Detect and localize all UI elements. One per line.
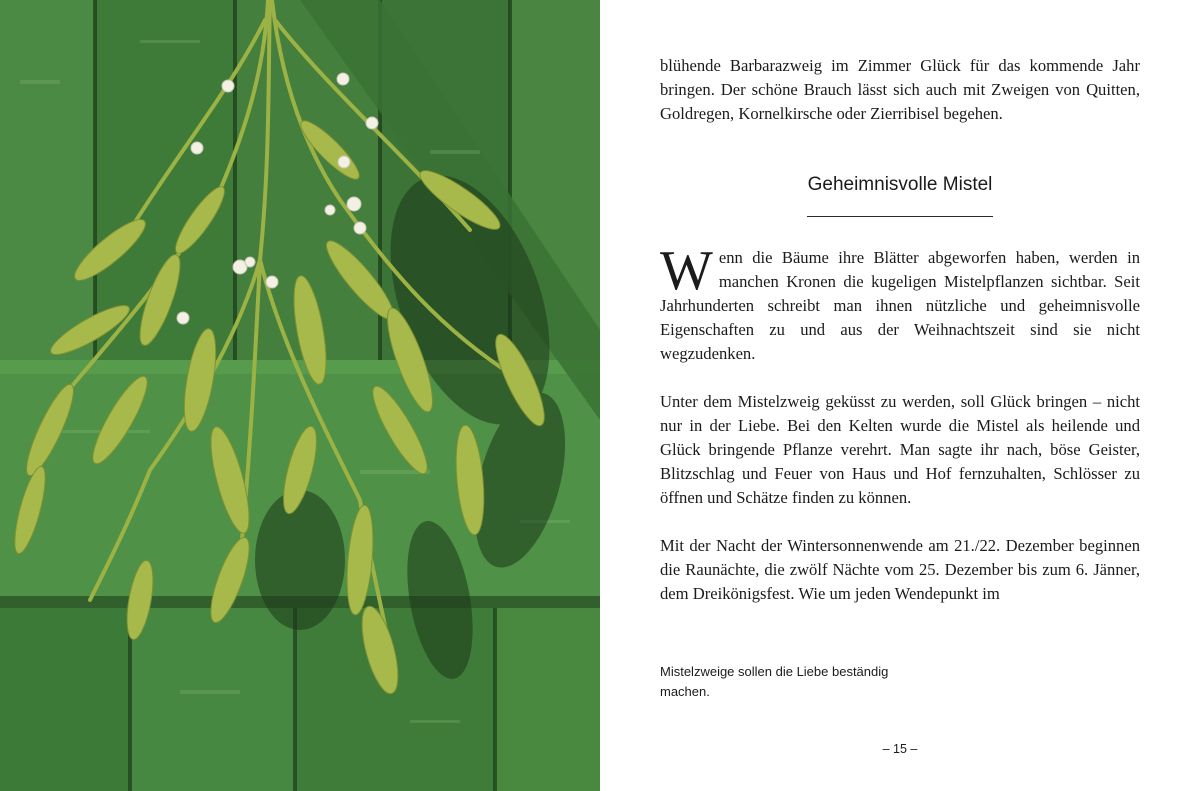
paragraph-top: blühende Barbarazweig im Zimmer Glück für das kommende Jahr bringen. Der schöne Brauch lässt sich auch mit Zweigen von Quitten, Goldregen, Kornelkirsche oder Zierribisel begehen. [660,56,1140,123]
drop-cap: W [660,240,713,302]
paragraph-intro [660,240,1140,366]
section-heading: Geheimnisvolle Mistel [807,174,993,195]
text-page [600,0,1200,791]
paragraph-3: Mit der Nacht der Wintersonnenwende am 21./22. Dezember beginnen die Raunächte, die zwölf Nächte vom 25. Dezember bis zum 6. Jänner, dem Dreikönigsfest. Wie um jeden Wendepunkt im [660,536,1140,603]
heading-rule [807,216,993,217]
paragraph-2: Unter dem Mistelzweig geküsst zu werden, soll Glück bringen – nicht nur in der Liebe. Bei den Kelten wurde die Mistel als heilende und Glück bringende Pflanze verehrt. Man sagte ihr nach, böse Geister, Blitzschlag und Feuer von Haus und Hof fernzuhalten, Schlösser zu öffnen und Schätze finden zu können. [660,392,1140,507]
paragraph-intro-text: enn die Bäume ihre Blätter abgeworfen haben, werden in manchen Kronen die kugeligen Mistelpflanzen sichtbar. Seit Jahrhunderten schreibt man ihnen nützliche und geheimnisvolle Eigenschaften zu und aus der Weihnachtszeit sind sie nicht wegzudenken. [660,248,1140,363]
photo-caption: Mistelzweige sollen die Liebe beständig machen. [660,664,889,699]
page-number: – 15 – [882,742,918,756]
